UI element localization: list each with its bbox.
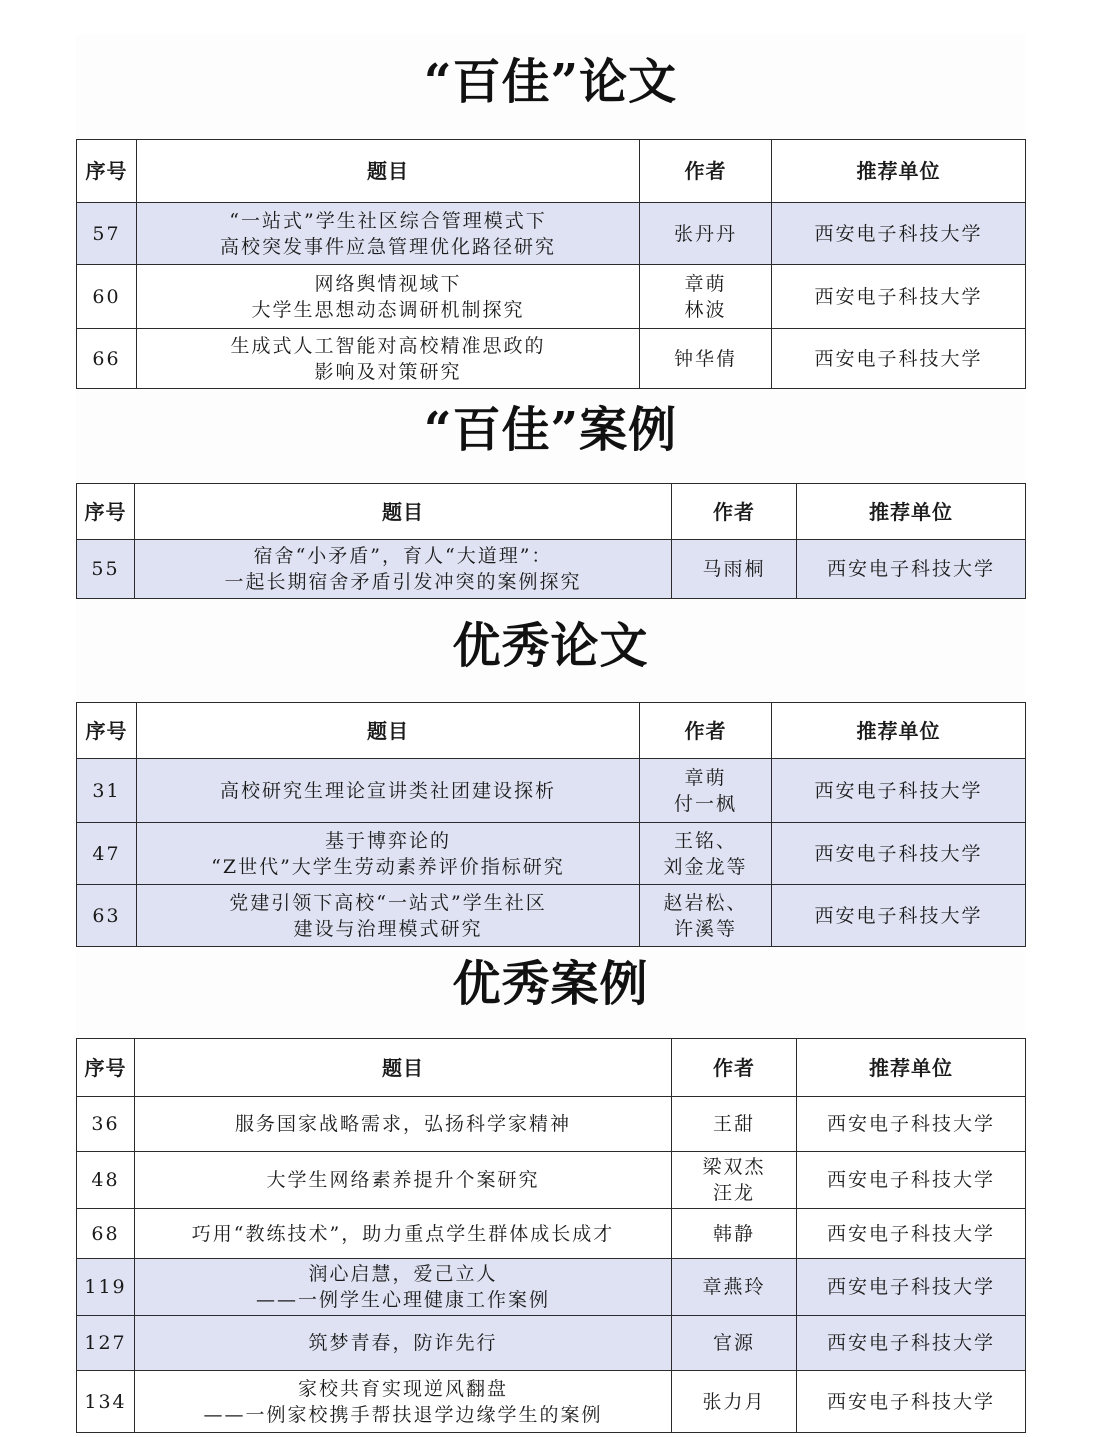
table-header-row — [77, 484, 1026, 540]
header-no: 序号 — [77, 484, 135, 540]
title-line: “一站式”学生社区综合管理模式下 — [229, 209, 547, 232]
cell-title — [135, 1316, 672, 1371]
title-line: 家校共育实现逆风翻盘 — [297, 1377, 508, 1400]
cell-unit: 西安电子科技大学 — [797, 1316, 1026, 1371]
table-row — [77, 1259, 1026, 1316]
table-header-row — [77, 140, 1026, 203]
cell-no: 68 — [77, 1209, 135, 1259]
table-header-row — [77, 1039, 1026, 1097]
table-row — [77, 885, 1026, 947]
cell-no: 31 — [77, 759, 137, 823]
cell-author — [672, 1316, 797, 1371]
cell-title — [135, 1209, 672, 1259]
cell-unit: 西安电子科技大学 — [772, 203, 1026, 265]
cell-author — [672, 1209, 797, 1259]
section-heading: “百佳”案例 — [423, 402, 678, 458]
cell-unit: 西安电子科技大学 — [797, 1259, 1026, 1316]
cell-unit: 西安电子科技大学 — [797, 1097, 1026, 1152]
cell-title — [135, 540, 672, 599]
cell-unit: 西安电子科技大学 — [772, 759, 1026, 823]
header-no: 序号 — [77, 1039, 135, 1097]
cell-title — [137, 759, 640, 823]
table-row — [77, 203, 1026, 265]
title-line: 生成式人工智能对高校精准思政的 — [230, 334, 546, 357]
cell-no: 127 — [77, 1316, 135, 1371]
header-unit: 推荐单位 — [772, 703, 1026, 759]
title-line: 建设与治理模式研究 — [293, 917, 483, 940]
table-row — [77, 1371, 1026, 1433]
header-no: 序号 — [77, 140, 137, 203]
title-line: 巧用“教练技术”，助力重点学生群体成长成才 — [191, 1222, 615, 1245]
cell-author — [640, 885, 772, 947]
cell-author — [640, 203, 772, 265]
title-line: 大学生网络素养提升个案研究 — [266, 1169, 540, 1191]
author-line: 汪龙 — [712, 1182, 755, 1204]
table-row — [77, 1316, 1026, 1371]
author-line: 王铭、 — [673, 829, 737, 852]
title-line: “Z世代”大学生劳动素养评价指标研究 — [211, 855, 565, 878]
author-line: 赵岩松、 — [663, 891, 748, 914]
cell-title — [135, 1259, 672, 1316]
cell-unit: 西安电子科技大学 — [797, 1209, 1026, 1259]
cell-author — [672, 1259, 797, 1316]
cell-title — [135, 1371, 672, 1433]
title-line: 筑梦青春，防诈先行 — [308, 1332, 498, 1354]
header-unit: 推荐单位 — [797, 1039, 1026, 1097]
author-line: 官源 — [712, 1332, 755, 1354]
table-row — [77, 329, 1026, 389]
cell-title — [135, 1097, 672, 1152]
title-line: 高校突发事件应急管理优化路径研究 — [219, 235, 556, 258]
header-title: 题目 — [137, 703, 640, 759]
cell-title — [137, 265, 640, 329]
title-line: 网络舆情视域下 — [314, 272, 462, 295]
author-line: 韩静 — [712, 1222, 755, 1245]
cell-no: 55 — [77, 540, 135, 599]
table-row — [77, 823, 1026, 885]
cell-title — [137, 823, 640, 885]
award-table — [76, 139, 1026, 389]
table-row — [77, 1209, 1026, 1259]
table-row — [77, 1097, 1026, 1152]
section-heading: 优秀案例 — [452, 956, 649, 1012]
cell-no: 119 — [77, 1259, 135, 1316]
cell-title — [137, 885, 640, 947]
cell-unit: 西安电子科技大学 — [772, 265, 1026, 329]
award-table — [76, 483, 1026, 599]
author-line: 付一枫 — [673, 792, 737, 815]
cell-no: 134 — [77, 1371, 135, 1433]
header-title: 题目 — [135, 484, 672, 540]
author-line: 章萌 — [684, 272, 727, 295]
cell-no: 47 — [77, 823, 137, 885]
cell-no: 57 — [77, 203, 137, 265]
header-title: 题目 — [135, 1039, 672, 1097]
cell-no: 60 — [77, 265, 137, 329]
author-line: 刘金龙等 — [663, 855, 748, 878]
title-line: 影响及对策研究 — [314, 360, 462, 383]
header-title: 题目 — [137, 140, 640, 203]
cell-no: 66 — [77, 329, 137, 389]
title-line: 党建引领下高校“一站式”学生社区 — [229, 891, 547, 914]
table-row — [77, 265, 1026, 329]
header-no: 序号 — [77, 703, 137, 759]
cell-no: 63 — [77, 885, 137, 947]
cell-author — [672, 1371, 797, 1433]
section-heading: “百佳”论文 — [423, 54, 678, 110]
title-line: ——一例学生心理健康工作案例 — [255, 1289, 550, 1311]
title-line: 一起长期宿舍矛盾引发冲突的案例探究 — [224, 571, 582, 593]
title-line: 润心启慧，爱己立人 — [308, 1263, 498, 1285]
title-line: 宿舍“小矛盾”，育人“大道理”： — [253, 545, 553, 567]
author-line: 许溪等 — [673, 917, 737, 940]
author-line: 王甜 — [712, 1113, 755, 1135]
title-line: 基于博弈论的 — [324, 829, 451, 852]
table-row — [77, 759, 1026, 823]
cell-title — [135, 1152, 672, 1209]
section-heading: 优秀论文 — [452, 618, 649, 674]
cell-author — [640, 823, 772, 885]
author-line: 张丹丹 — [673, 222, 737, 245]
header-unit: 推荐单位 — [797, 484, 1026, 540]
cell-author — [672, 540, 797, 599]
author-line: 钟华倩 — [673, 347, 737, 370]
author-line: 章燕玲 — [702, 1276, 766, 1298]
cell-author — [640, 265, 772, 329]
cell-no: 48 — [77, 1152, 135, 1209]
author-line: 马雨桐 — [702, 558, 766, 580]
cell-unit: 西安电子科技大学 — [797, 1152, 1026, 1209]
author-line: 章萌 — [684, 766, 727, 789]
cell-no: 36 — [77, 1097, 135, 1152]
title-line: 高校研究生理论宣讲类社团建设探析 — [219, 779, 556, 802]
cell-unit: 西安电子科技大学 — [797, 1371, 1026, 1433]
header-author: 作者 — [672, 484, 797, 540]
cell-author — [672, 1097, 797, 1152]
author-line: 梁双杰 — [702, 1156, 766, 1178]
title-line: ——一例家校携手帮扶退学边缘学生的案例 — [203, 1403, 603, 1426]
award-table — [76, 1038, 1026, 1433]
header-author: 作者 — [672, 1039, 797, 1097]
author-line: 张力月 — [702, 1390, 766, 1413]
award-table — [76, 702, 1026, 947]
header-author: 作者 — [640, 140, 772, 203]
table-row — [77, 1152, 1026, 1209]
cell-title — [137, 329, 640, 389]
title-line: 大学生思想动态调研机制探究 — [251, 298, 525, 321]
table-header-row — [77, 703, 1026, 759]
cell-unit: 西安电子科技大学 — [772, 885, 1026, 947]
cell-unit: 西安电子科技大学 — [797, 540, 1026, 599]
cell-author — [672, 1152, 797, 1209]
cell-author — [640, 759, 772, 823]
header-author: 作者 — [640, 703, 772, 759]
header-unit: 推荐单位 — [772, 140, 1026, 203]
cell-author — [640, 329, 772, 389]
author-line: 林波 — [684, 298, 727, 321]
cell-unit: 西安电子科技大学 — [772, 823, 1026, 885]
cell-unit: 西安电子科技大学 — [772, 329, 1026, 389]
title-line: 服务国家战略需求，弘扬科学家精神 — [234, 1113, 571, 1135]
table-row — [77, 540, 1026, 599]
cell-title — [137, 203, 640, 265]
